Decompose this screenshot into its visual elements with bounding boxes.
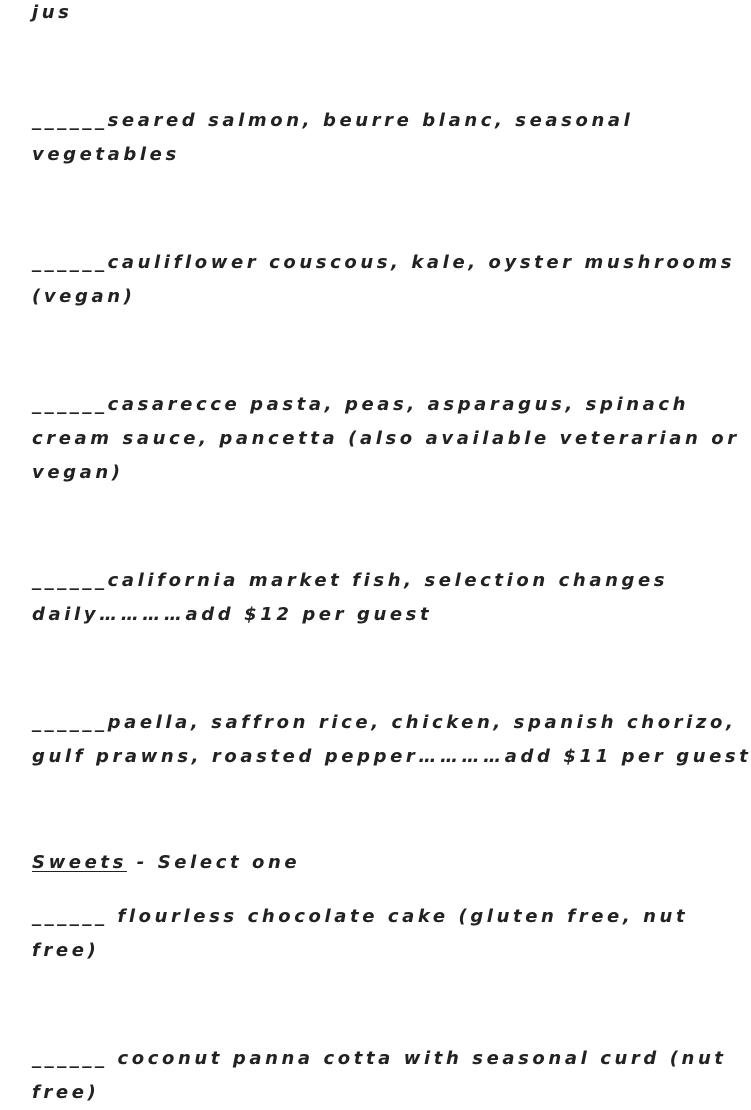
menu-item-line: gulf prawns, roasted pepper…………add $11 per guest xyxy=(32,746,751,767)
menu-item-line: cream sauce, pancetta (also available veterarian or xyxy=(32,428,740,449)
menu-item-line: vegetables xyxy=(32,144,180,165)
menu-item-line: free) xyxy=(32,1082,100,1103)
menu-item-line: ______ coconut panna cotta with seasonal curd (nut xyxy=(32,1048,727,1069)
menu-item-line: ______casarecce pasta, peas, asparagus, spinach xyxy=(32,394,690,415)
menu-item-line: vegan) xyxy=(32,462,124,483)
menu-item-line: ______seared salmon, beurre blanc, seasonal xyxy=(32,110,634,131)
sweets-instruction: - Select one xyxy=(126,852,301,873)
menu-item-line: free) xyxy=(32,940,100,961)
menu-text-fragment: jus xyxy=(32,2,73,23)
menu-item-line: ______ flourless chocolate cake (gluten free, nut xyxy=(32,906,689,927)
menu-item-line: daily…………add $12 per guest xyxy=(32,604,433,625)
menu-item-line: (vegan) xyxy=(32,286,136,307)
sweets-title: Sweets xyxy=(32,852,127,873)
menu-item-line: ______paella, saffron rice, chicken, spanish chorizo, xyxy=(32,712,737,733)
menu-item-line: ______california market fish, selection changes xyxy=(32,570,669,591)
sweets-heading xyxy=(32,846,697,880)
menu-item-line: ______cauliflower couscous, kale, oyster mushrooms xyxy=(32,252,736,273)
